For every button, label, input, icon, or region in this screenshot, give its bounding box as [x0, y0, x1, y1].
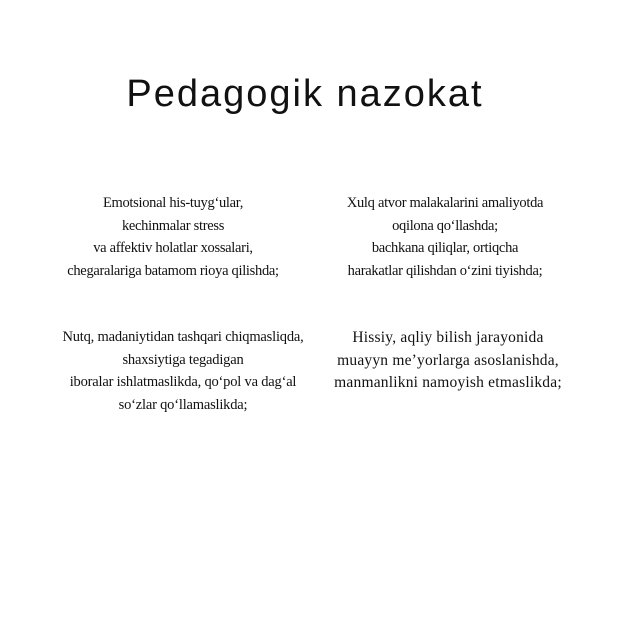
text-line: harakatlar qilishdan o‘zini tiyishda; — [347, 262, 543, 279]
text-line: Xulq atvor malakalarini amaliyotda — [346, 195, 544, 211]
text-line: manmanlikni namoyish etmaslikda; — [334, 374, 562, 391]
text-line: so‘zlar qo‘llamaslikda; — [118, 396, 248, 413]
text-line: iboralar ishlatmaslikda, qo‘pol va dag‘al — [69, 374, 297, 390]
text-line: Emotsional his-tuyg‘ular, — [102, 195, 244, 211]
text-line: shaxsiytiga tegadigan — [122, 351, 244, 368]
text-line: chegaralariga batamom rioya qilishda; — [67, 262, 279, 279]
text-block-emotional — [48, 192, 298, 282]
slide-title: Pedagogik nazokat — [126, 73, 484, 115]
text-line: muayyn me’yorlarga asoslanishda, — [337, 351, 559, 369]
text-line: kechinmalar stress — [121, 217, 225, 234]
text-block-behavior — [320, 192, 570, 282]
text-line: va affektiv holatlar xossalari, — [93, 240, 253, 256]
text-line: Hissiy, aqliy bilish jarayonida — [352, 329, 544, 346]
text-line: oqilona qo‘llashda; — [392, 217, 498, 234]
text-line: bachkana qiliqlar, ortiqcha — [371, 240, 519, 256]
text-block-speech — [48, 326, 318, 416]
text-block-cognition — [328, 327, 568, 395]
text-line: Nutq, madaniytidan tashqari chiqmasliqda, — [62, 329, 304, 345]
